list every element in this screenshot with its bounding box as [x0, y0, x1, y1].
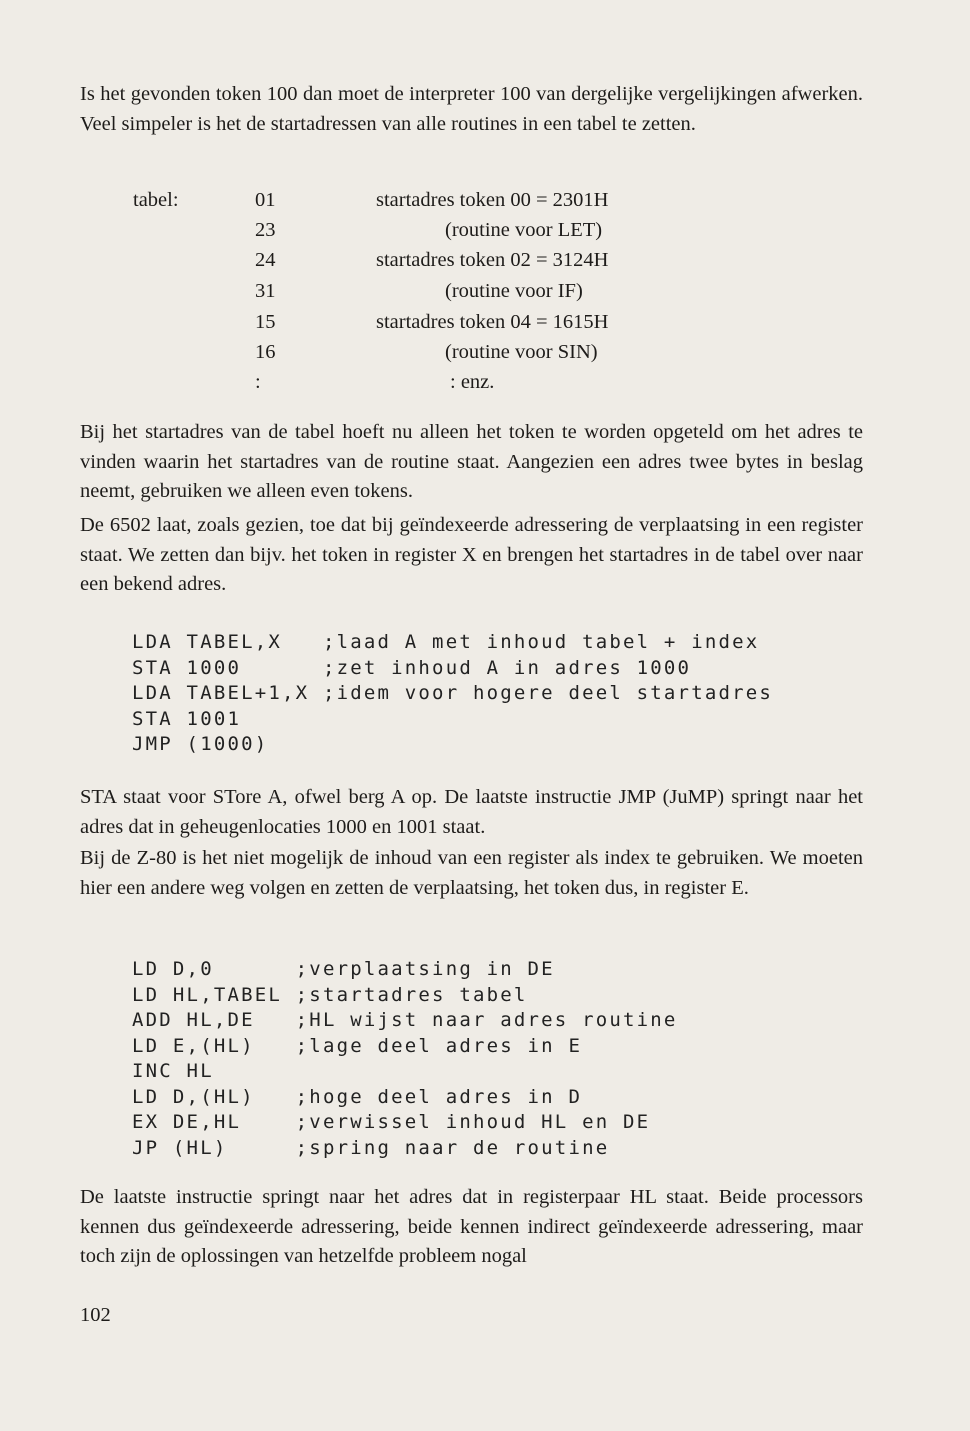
- paragraph-6502: De 6502 laat, zoals gezien, toe dat bij geïndexeerde adressering de verplaatsing in een register staat. We zetten dan bijv. het token in register X en brengen het startadres in de tabel over naar een bekend adres.: [80, 514, 863, 596]
- table-comment: (routine voor IF): [445, 280, 583, 302]
- code-line: LDA TABEL,X ;laad A met inhoud tabel + index: [132, 631, 760, 653]
- code-block-z80: [132, 957, 678, 1161]
- code-line: JMP (1000): [132, 733, 269, 755]
- page-number: 102: [80, 1304, 111, 1326]
- table-comment: : enz.: [450, 371, 495, 393]
- table-comment: (routine voor LET): [445, 219, 603, 241]
- table-comment: (routine voor SIN): [445, 341, 598, 363]
- code-line: STA 1000 ;zet inhoud A in adres 1000: [132, 656, 692, 679]
- paragraph-conclusion: De laatste instructie springt naar het adres dat in registerpaar HL staat. Beide processors kennen dus geïndexeerde adressering, beide kennen indirect geïndexeerde adressering, maar toch zijn de oplossingen van hetzelfde probleem nogal: [80, 1186, 863, 1268]
- code-line: JP (HL) ;spring naar de routine: [132, 1136, 610, 1159]
- table-value: 31: [255, 280, 276, 302]
- paragraph-intro: Is het gevonden token 100 dan moet de interpreter 100 van dergelijke vergelijkingen afwerken. Veel simpeler is het de startadressen van alle routines in een tabel te zetten.: [80, 83, 863, 135]
- table-comment: startadres token 04 = 1615H: [376, 311, 609, 333]
- code-line: ADD HL,DE ;HL wijst naar adres routine: [132, 1009, 678, 1031]
- table-value: 23: [255, 219, 276, 241]
- code-block-6502: [132, 630, 773, 758]
- code-line: LD D,(HL) ;hoge deel adres in D: [132, 1085, 583, 1108]
- code-line: LDA TABEL+1,X ;idem voor hogere deel startadres: [132, 682, 774, 704]
- table-value: 24: [255, 249, 276, 271]
- table-comment: startadres token 00 = 2301H: [376, 189, 609, 211]
- code-line: STA 1001: [132, 707, 242, 730]
- code-line: LD D,0 ;verplaatsing in DE: [132, 958, 555, 980]
- table-comment: startadres token 02 = 3124H: [376, 249, 609, 271]
- paragraph-token-offset: Bij het startadres van de tabel hoeft nu alleen het token te worden opgeteld om het adres te vinden waarin het startadres van de routine staat. Aangezien een adres twee bytes in beslag neemt, gebruiken we alleen even tokens.: [80, 421, 863, 503]
- table-value: 16: [255, 341, 276, 363]
- code-line: INC HL: [132, 1060, 214, 1082]
- table-value: 01: [255, 189, 276, 211]
- code-line: LD E,(HL) ;lage deel adres in E: [132, 1034, 583, 1057]
- table-label: tabel:: [133, 189, 179, 211]
- paragraph-z80: Bij de Z-80 is het niet mogelijk de inhoud van een register als index te gebruiken. We moeten hier een andere weg volgen en zetten de verplaatsing, het token dus, in register E.: [80, 847, 863, 899]
- code-line: LD HL,TABEL ;startadres tabel: [132, 983, 528, 1006]
- code-line: EX DE,HL ;verwissel inhoud HL en DE: [132, 1111, 651, 1133]
- table-value: 15: [255, 311, 276, 333]
- paragraph-sta-jmp: STA staat voor STore A, ofwel berg A op. De laatste instructie JMP (JuMP) springt naar het adres dat in geheugenlocaties 1000 en 1001 staat.: [80, 786, 863, 838]
- table-value: :: [255, 371, 261, 393]
